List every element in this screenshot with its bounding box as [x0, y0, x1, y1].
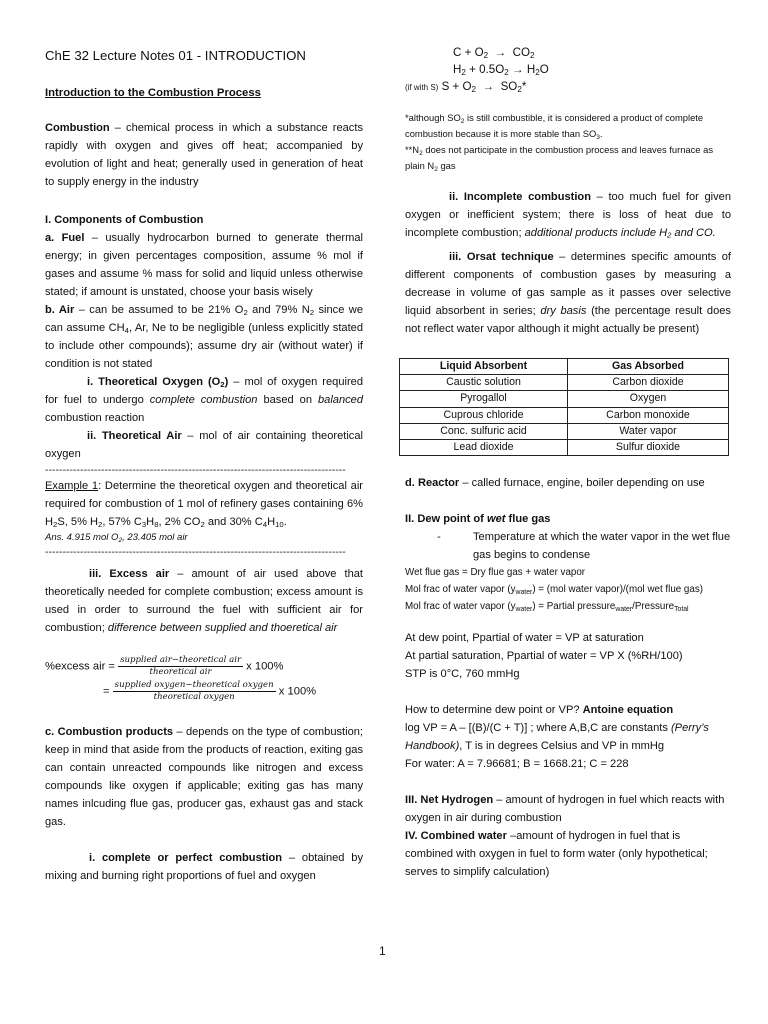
combined-water-definition: IV. Combined water –amount of hydrogen in fuel that is combined with oxygen in fuel to form water (only hypothetical; serves to simplify calculation) — [405, 830, 708, 879]
table-row — [400, 439, 729, 455]
partial-saturation-line: At partial saturation, Ppartial of water = VP X (%RH/100) — [405, 650, 683, 663]
dew-point-bullet: - Temperature at which the water vapor in the wet flue gas begins to condense — [437, 531, 731, 562]
right-column — [405, 44, 731, 881]
divider-dashes: -------------------------------------------------------------------------------------- — [45, 464, 346, 476]
fuel-definition: a. Fuel – usually hydrocarbon burned to generate thermal energy; in given percentages composition, assume % mol if gases and assume % mass for solid and liquid unless otherwise stated; if amount is unstated, choose your basis wisely — [45, 232, 363, 298]
reaction-hydrogen: $H_2 + 0.5O_2 \to H_2O$ — [453, 63, 549, 77]
formula-fraction-oxygen: $\frac{\text{supplied oxygen−theoretical oxygen}}{\text{theoretical oxygen}}$ — [114, 680, 274, 702]
incomplete-combustion-definition: ii. Incomplete combustion – too much fuel for given oxygen or inefficient system; there is loss of heat due to incomplete combustion; additional products include H₂ and CO. — [405, 191, 731, 239]
table-row — [400, 391, 729, 407]
table-header-row — [400, 359, 729, 375]
mol-frac-line-2: Mol frac of water vapor $(y_{water})$ = Partial pressure$_{water}$/Pressure$_{Total}$ — [405, 601, 689, 614]
table-cell: Conc. sulfuric acid — [400, 423, 568, 439]
combustion-products-definition: c. Combustion products – depends on the type of combustion; keep in mind that aside from the products of reaction, exiting gas can contain unreacted compounds like nitrogen and excess compounds like oxygen if applicable; exiting gas has many names inlcuding flue gas, producer gas, exhaust gas and stack gas. — [45, 726, 363, 828]
mol-frac-line-1: Mol frac of water vapor $(y_{water}) = (mol$ water vapor)/(mol wet flue gas) — [405, 584, 703, 597]
table-cell: Carbon dioxide — [567, 375, 728, 391]
reaction-sulfur: (if with S) $S + O_2 \to SO_2*$ — [405, 80, 527, 94]
note-sulfur: *although $SO_2$ is still combustible, it is considered a product of complete combustion because it is more stable than $SO_3$. — [405, 112, 704, 141]
antoine-water-constants: For water: A = 7.96681; B = 1668.21; C = 228 — [405, 758, 629, 771]
formula-fraction-air: $\frac{\text{supplied air−theoretical air}}{\text{theoretical air}}$ — [120, 655, 242, 677]
table-cell: Carbon monoxide — [567, 407, 728, 423]
table-row — [400, 375, 729, 391]
formula-lhs: %excess air = — [45, 660, 115, 673]
complete-combustion-definition: i. complete or perfect combustion – obtained by mixing and burning right proportions of fuel and oxygen — [45, 852, 363, 882]
formula-multiplier: x 100% — [246, 660, 284, 673]
reactor-definition: d. Reactor – called furnace, engine, boiler depending on use — [405, 477, 705, 490]
table-cell: Sulfur dioxide — [567, 439, 728, 455]
dew-point-line: At dew point, Ppartial of water = VP at saturation — [405, 632, 644, 645]
section-title: Introduction to the Combustion Process — [45, 87, 261, 99]
document-title: ChE 32 Lecture Notes 01 - INTRODUCTION — [45, 48, 306, 63]
left-column — [45, 47, 363, 885]
reaction-carbon: $C + O_2 \to CO_2$ — [453, 46, 535, 60]
example-1-answer: Ans. 4.915 mol $O_2$, 23.405 mol air — [45, 532, 188, 544]
antoine-equation: log VP = A – [(B)/(C + T)] ; where A,B,C are constants (Perry’s Handbook), T is in degrees Celsius and VP in mmHg — [405, 722, 709, 753]
excess-air-definition: iii. Excess air – amount of air used above that theoretically needed for complete combustion; excess amount is used in order to surround the fuel with sufficient air for combustion; difference between supplied and thoeretical air — [45, 568, 363, 634]
combustion-definition: Combustion – chemical process in which a substance reacts rapidly with oxygen and gives off heat; accompanied by evolution of light and heat; generally used in generation of heat to supply energy in the industry — [45, 122, 363, 188]
dew-point-heading: II. Dew point of wet flue gas — [405, 513, 551, 526]
divider-dashes: -------------------------------------------------------------------------------------- — [45, 546, 346, 558]
theoretical-air-definition: ii. Theoretical Air – mol of air containing theoretical oxygen — [45, 430, 363, 460]
table-cell: Cuprous chloride — [400, 407, 568, 423]
table-row — [400, 407, 729, 423]
table-cell: Pyrogallol — [400, 391, 568, 407]
stp-line: STP is 0°C, 760 mmHg — [405, 668, 520, 681]
table-cell: Water vapor — [567, 423, 728, 439]
table-header: Gas Absorbed — [567, 359, 728, 375]
components-heading: I. Components of Combustion — [45, 214, 204, 226]
table-header: Liquid Absorbent — [400, 359, 568, 375]
theoretical-oxygen-definition: i. Theoretical Oxygen $(O_2)$ – mol of oxygen required for fuel to undergo complete combustion based on balanced combustion reaction — [45, 376, 364, 424]
antoine-question: How to determine dew point or VP? Antoine equation — [405, 704, 674, 717]
table-cell: Caustic solution — [400, 375, 568, 391]
orsat-technique-definition: iii. Orsat technique – determines specific amounts of different components of combustion gases by measuring a decrease in volume of gas sample as it passes over selective liquid absorbent in series; dry basis (the percentage result does not reflect water vapor although it might actually be present) — [405, 251, 731, 335]
table-cell: Oxygen — [567, 391, 728, 407]
net-hydrogen-definition: III. Net Hydrogen – amount of hydrogen in fuel which reacts with oxygen in air during combustion — [405, 794, 725, 825]
wet-flue-gas-line: Wet flue gas = Dry flue gas + water vapor — [405, 567, 586, 579]
table-row — [400, 423, 729, 439]
absorbent-table — [399, 358, 729, 456]
page-number: 1 — [379, 944, 386, 958]
excess-air-formula: %excess air = $\frac{\text{supplied air−theoretical air}}{\text{theoretical air}}$ x 100% = $\frac{\text{supplied oxygen−theoretical oxygen}}{\text{theoretical oxygen}}$ x 100% — [45, 655, 317, 702]
note-nitrogen: $**N_2$ does not participate in the combustion process and leaves furnace as plain $N_2$ gas — [405, 144, 714, 173]
table-cell: Lead dioxide — [400, 439, 568, 455]
example-1: Example 1: Determine the theoretical oxygen and theoretical air required for combustion of 1 mol of refinery gases containing 6% $H_2S$, 5% $H_2$, 57% $C_3H_8$, 2% $CO_2$ and 30% $C_4H_{10}$. — [45, 480, 364, 529]
air-definition: b. Air – can be assumed to be 21% $O_2$ and 79% $N_2$ since we can assume $CH_4$, Ar, Ne to be negligible (unless explicitly stated to include other compounds); assume dry air (without water) if condition is not stated — [45, 304, 363, 370]
